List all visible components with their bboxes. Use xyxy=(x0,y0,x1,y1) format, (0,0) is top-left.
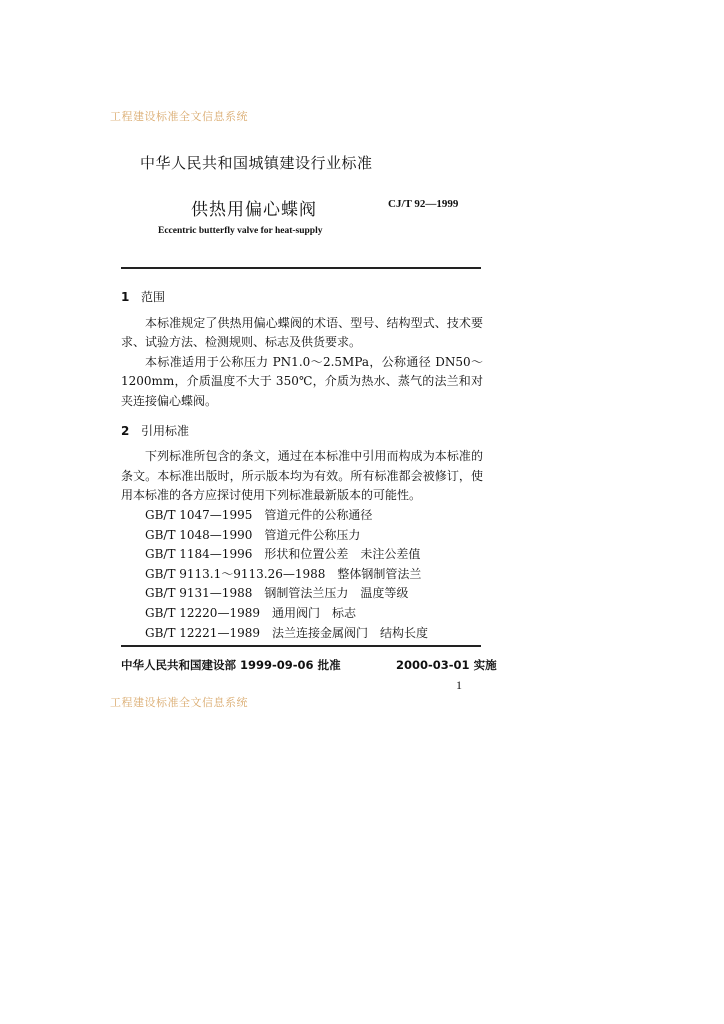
standard-english-title: Eccentric butterfly valve for heat-supply xyxy=(158,226,323,236)
reference-item xyxy=(121,545,483,565)
reference-name: 通用阀门 标志 xyxy=(271,605,356,620)
reference-name: 法兰连接金属阀门 结构长度 xyxy=(271,625,428,640)
section-1-paragraph-2: 本标准适用于公称压力 PN1.0～2.5MPa，公称通径 DN50～1200mm，介质温度不大于 350℃，介质为热水、蒸气的法兰和对夹连接偏心蝶阀。 xyxy=(121,354,483,408)
reference-item xyxy=(121,565,483,585)
reference-code: GB/T 1047—1995 xyxy=(145,507,253,522)
section-2-number: 2 xyxy=(121,423,130,438)
header-divider xyxy=(121,267,481,269)
reference-name: 钢制管法兰压力 温度等级 xyxy=(264,586,409,601)
document-body xyxy=(121,284,483,643)
reference-name: 管道元件的公称通径 xyxy=(264,507,373,522)
standard-title: 供热用偏心蝶阀 xyxy=(191,200,317,220)
section-2-paragraph-1: 下列标准所包含的条文，通过在本标准中引用而构成为本标准的条文。本标准出版时，所示版本均为有效。所有标准都会被修订，使用本标准的各方应探讨使用下列标准最新版本的可能性。 xyxy=(121,449,483,503)
approval-statement: 中华人民共和国建设部 1999-09-06 批准 xyxy=(121,658,341,672)
reference-item xyxy=(121,624,483,644)
reference-code: GB/T 9131—1988 xyxy=(145,586,253,601)
reference-code: GB/T 12221—1989 xyxy=(145,625,260,640)
reference-name: 管道元件公称压力 xyxy=(264,527,361,542)
section-2-heading xyxy=(121,422,483,442)
reference-item xyxy=(121,506,483,526)
reference-code: GB/T 1184—1996 xyxy=(145,547,253,562)
reference-name: 整体钢制管法兰 xyxy=(337,566,422,581)
reference-code: GB/T 1048—1990 xyxy=(145,527,253,542)
watermark-bottom: 工程建设标准全文信息系统 xyxy=(110,696,248,709)
section-1-title: 范围 xyxy=(141,290,166,304)
reference-code: GB/T 9113.1～9113.26—1988 xyxy=(145,566,326,581)
reference-name: 形状和位置公差 未注公差值 xyxy=(264,547,421,562)
reference-item xyxy=(121,526,483,546)
section-1-number: 1 xyxy=(121,290,130,304)
section-1-heading xyxy=(121,288,483,308)
effective-date: 2000-03-01 实施 xyxy=(396,658,497,672)
footer-divider xyxy=(121,645,481,647)
section-2-title: 引用标准 xyxy=(141,423,190,438)
reference-item xyxy=(121,584,483,604)
reference-item xyxy=(121,604,483,624)
reference-code: GB/T 12220—1989 xyxy=(145,605,260,620)
page-number: 1 xyxy=(456,678,462,692)
standard-code: CJ/T 92—1999 xyxy=(388,198,459,210)
issuing-organization: 中华人民共和国城镇建设行业标准 xyxy=(140,154,373,172)
section-1-paragraph-1: 本标准规定了供热用偏心蝶阀的术语、型号、结构型式、技术要求、试验方法、检测规则、标志及供货要求。 xyxy=(121,315,483,350)
watermark-top: 工程建设标准全文信息系统 xyxy=(110,110,248,123)
